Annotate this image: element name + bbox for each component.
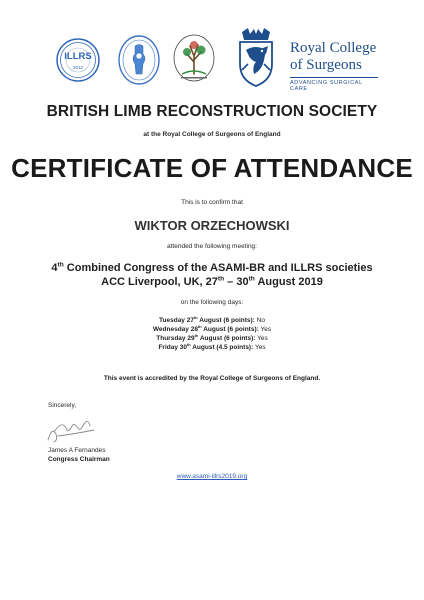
- day-points: August (6 points):: [198, 335, 256, 342]
- rcs-wordmark: [290, 40, 378, 92]
- congress-ordinal: 4: [51, 262, 58, 274]
- day-points: August (4.5 points):: [190, 344, 254, 351]
- attended-text: attended the following meeting:: [167, 243, 257, 250]
- congress-venue-end: August 2019: [254, 276, 323, 288]
- rcs-wordmark-line1: Royal College: [290, 40, 377, 56]
- signatory-title: Congress Chairman: [48, 456, 110, 463]
- attendee-name: WIKTOR ORZECHOWSKI: [134, 218, 290, 233]
- congress-ordinal-suffix: th: [57, 261, 64, 269]
- day-value: Yes: [258, 326, 272, 333]
- congress-venue-mid: – 30: [224, 276, 249, 288]
- website-link[interactable]: www.asami-illrs2019.org: [176, 473, 248, 480]
- day-sup: th: [197, 323, 202, 329]
- day-line: [0, 341, 424, 351]
- day-points: August (6 points):: [197, 317, 255, 324]
- day-label: Thursday 29: [156, 335, 195, 342]
- day-value: No: [254, 317, 265, 324]
- day-label: Wednesday 28: [152, 326, 198, 333]
- venue-line: at the Royal College of Surgeons of England: [143, 131, 281, 138]
- sincerely-text: Sincerely,: [48, 402, 77, 409]
- illrs-logo: [56, 38, 100, 82]
- illrs-logo-text: ILLRS: [64, 51, 92, 62]
- on-days-text: on the following days:: [180, 299, 244, 306]
- day-label: Tuesday 27: [159, 317, 194, 324]
- congress-date-sup-2: th: [248, 275, 255, 283]
- day-line: [0, 332, 424, 342]
- signatory-name: James A Fernandes: [48, 447, 106, 454]
- day-sup: th: [194, 332, 199, 338]
- day-line: [0, 314, 424, 324]
- society-name: BRITISH LIMB RECONSTRUCTION SOCIETY: [46, 103, 378, 120]
- day-value: Yes: [255, 335, 268, 342]
- congress-line-2: [0, 276, 424, 288]
- day-line: [0, 323, 424, 333]
- rcs-tagline: ADVANCING SURGICAL CARE: [290, 77, 378, 92]
- congress-date-sup-1: th: [217, 275, 225, 283]
- day-label: Friday 30: [158, 344, 187, 351]
- certificate-title: CERTIFICATE OF ATTENDANCE: [11, 153, 413, 183]
- accreditation-text: This event is accredited by the Royal College of Surgeons of England.: [103, 375, 321, 382]
- signature: [44, 414, 104, 446]
- asami-emblem: [117, 34, 161, 86]
- day-sup: th: [186, 341, 191, 347]
- congress-name: Combined Congress of the ASAMI-BR and ILLRS societies: [63, 262, 373, 274]
- rcs-wordmark-line2: of Surgeons: [290, 57, 362, 73]
- day-sup: th: [193, 314, 198, 320]
- rcs-crest: [228, 26, 284, 88]
- day-value: Yes: [253, 344, 266, 351]
- day-points: August (6 points):: [201, 326, 259, 333]
- confirm-text: This is to confirm that: [181, 199, 243, 206]
- illrs-logo-year: 2012: [72, 65, 83, 70]
- congress-line-1: [0, 262, 424, 274]
- congress-venue-start: ACC Liverpool, UK, 27: [101, 276, 218, 288]
- tree-emblem: [172, 34, 216, 84]
